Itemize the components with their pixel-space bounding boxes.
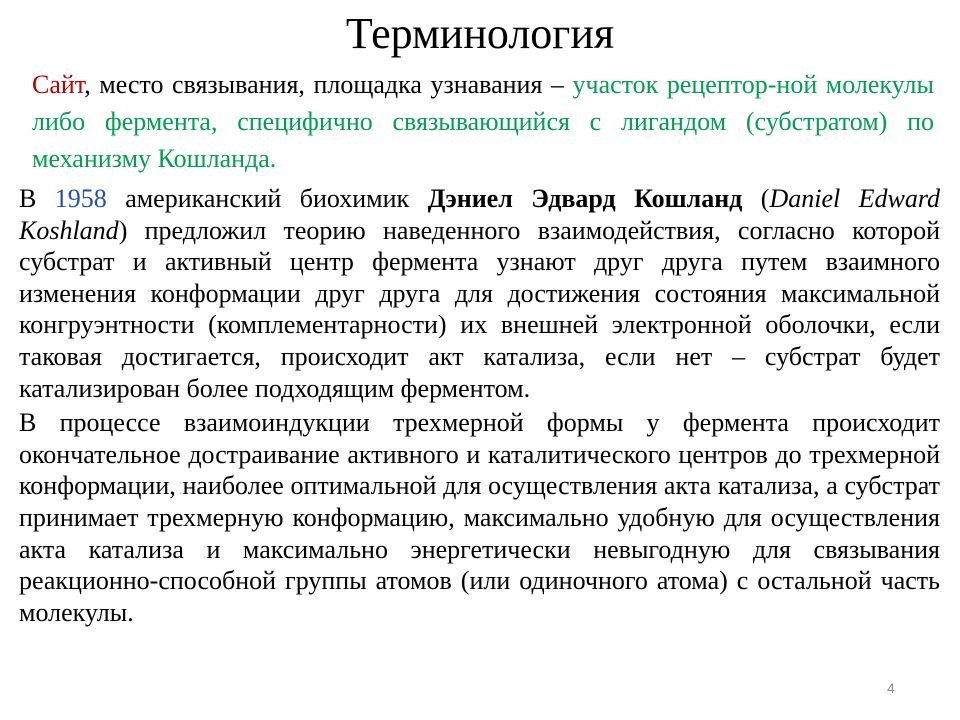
definition-term: Сайт (32, 70, 85, 99)
definition-text: участок рецептор-ной молекулы либо фермента, специфично связывающийся с лигандом (субстратом) по механизму Кошланда. (32, 70, 934, 173)
page-number: 4 (887, 680, 895, 696)
scientist-name: Дэниел Эдвард Кошланд (427, 184, 743, 213)
paragraph1-paren: ( (742, 184, 770, 213)
body-text (19, 183, 940, 628)
paragraph-induction-process: В процессе взаимоиндукции трехмерной формы у фермента происходит окончательное достраивание активного и каталитического центров до трехмерной конформации, наиболее оптимальной для осуществления акта катализа, а субстрат принимает трехмерную конформацию, максимально удобную для осуществления акта катализа и максимально энергетически невыгодную для связывания реакционно-способной группы атомов (или одиночного атома) с остальной часть молекулы. (19, 408, 940, 627)
definition-block (32, 66, 934, 177)
scientist-latin-name: Daniel Edward Koshland (19, 184, 941, 245)
year-1958: 1958 (54, 184, 107, 213)
definition-synonyms: , место связывания, площадка узнавания – (84, 70, 573, 99)
paragraph1-lead: В (19, 184, 55, 213)
paragraph-koshland-theory (19, 183, 940, 404)
slide-title: Терминология (345, 9, 615, 58)
paragraph1-rest: ) предложил теорию наведенного взаимодействия, согласно которой субстрат и активный центр фермента узнают друг друга путем взаимного изменения конформации друг друга для достижения состояния максимальной конгруэнтности (комплементарности) их внешней электронной оболочки, если таковая достигается, происходит акт катализа, если нет – субстрат будет катализирован более подходящим ферментом. (19, 215, 940, 403)
paragraph1-intro: американский биохимик (106, 184, 428, 213)
